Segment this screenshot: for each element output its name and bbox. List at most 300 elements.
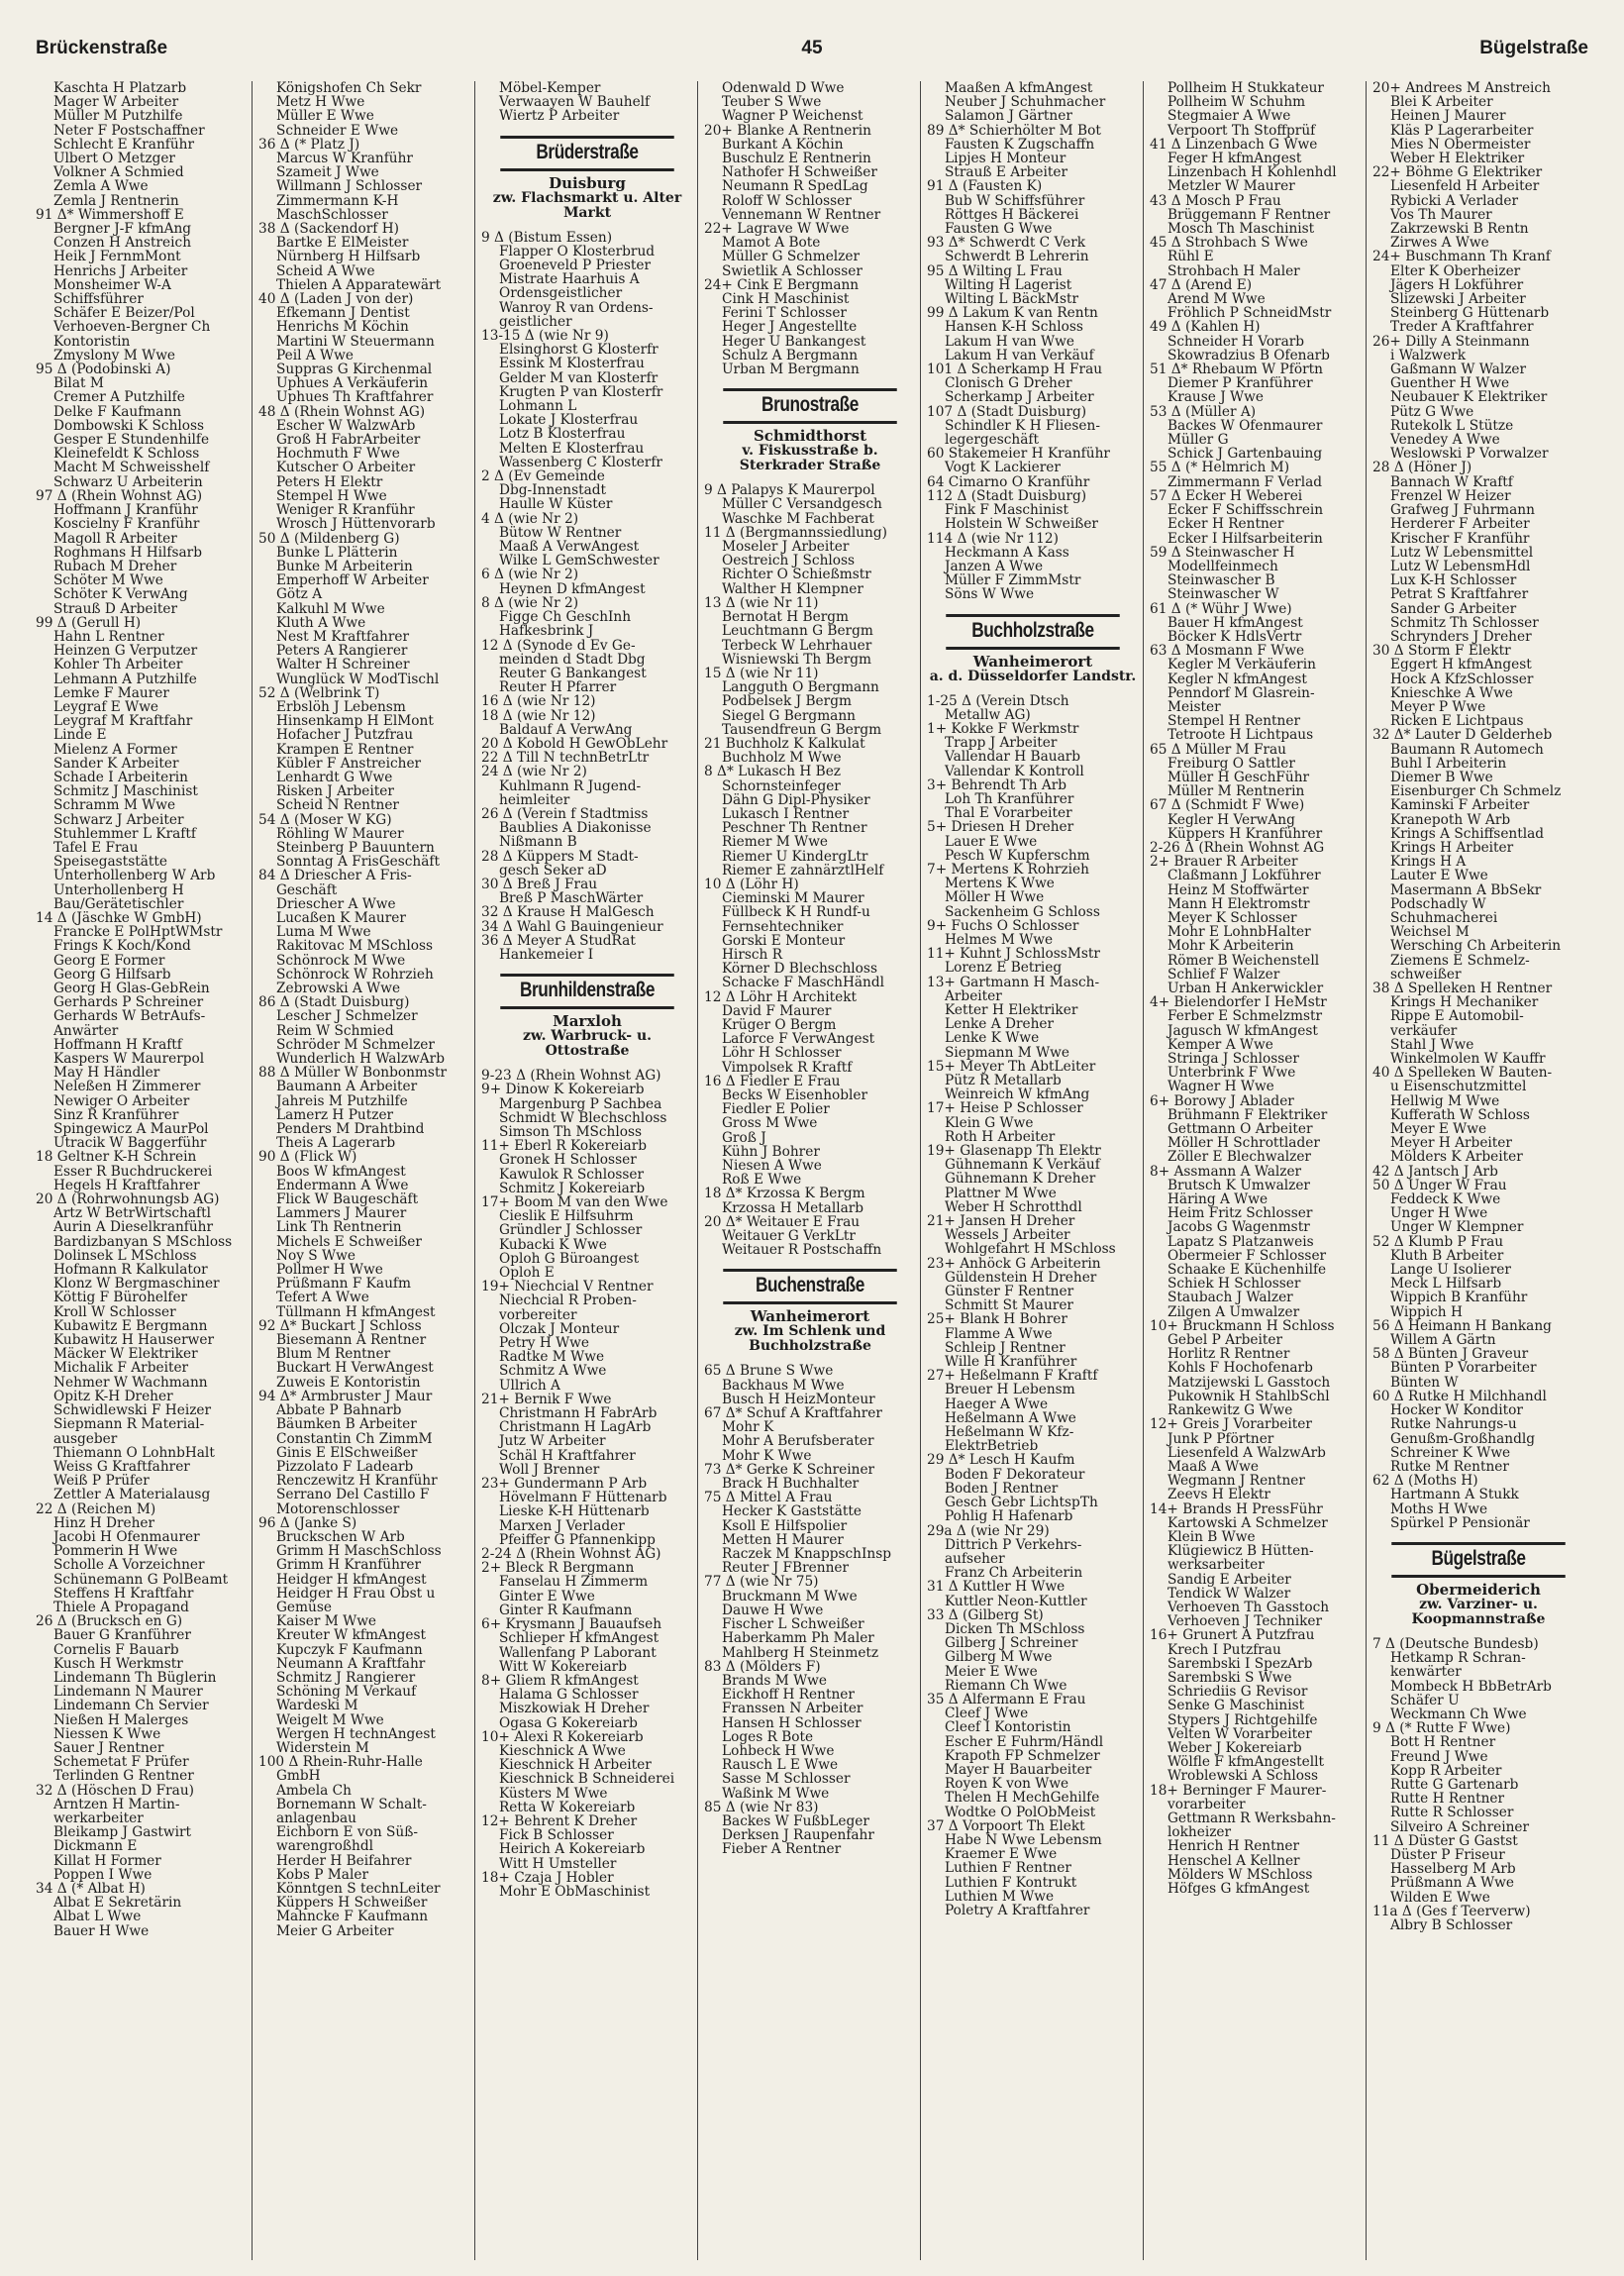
resident-entry: Walter H Schreiner	[276, 658, 410, 672]
resident-entry: Hocker W Konditor	[1390, 1403, 1523, 1418]
resident-entry: Neumann R SpedLag	[722, 179, 868, 194]
resident-entry: Meyer H Arbeiter	[1390, 1136, 1512, 1151]
resident-entry: Kemper A Wwe	[1167, 1037, 1273, 1053]
resident-entry: Rutekolk L Stütze	[1390, 418, 1514, 434]
resident-entry: Derksen J Raupenfahr	[722, 1828, 874, 1843]
house-entry: 23+ Gundermann P Arb	[481, 1477, 648, 1492]
resident-entry: Jägers H Lokführer	[1390, 277, 1524, 293]
house-entry: 22+ Böhme G Elektriker	[1372, 165, 1543, 180]
house-entry: 45 Δ Strohbach S Wwe	[1150, 236, 1308, 251]
resident-entry: Niesen A Wwe	[722, 1159, 822, 1174]
house-entry: 85 Δ (wie Nr 83)	[704, 1800, 819, 1814]
resident-entry: Metz H Wwe	[276, 95, 365, 110]
resident-entry: Verhoeven-Bergner Ch	[53, 320, 211, 335]
resident-entry: Habe N Wwe Lebensm	[945, 1832, 1102, 1848]
resident-entry: Heinen J Maurer	[1390, 109, 1506, 124]
house-entry: 62 Δ (Moths H)	[1372, 1474, 1478, 1489]
resident-entry: Jacobi H Ofenmaurer	[53, 1529, 200, 1545]
resident-entry: werkarbeiter	[53, 1810, 144, 1826]
resident-entry: Mohr E LohnbHalter	[1167, 925, 1311, 940]
resident-entry: Luthien F Rentner	[945, 1861, 1071, 1876]
resident-entry: Langguth O Bergmann	[722, 680, 879, 695]
resident-entry: Mohr K Wwe	[722, 1448, 812, 1463]
house-entry: 61 Δ (* Wühr J Wwe)	[1150, 601, 1292, 616]
street-heading: Buchenstraße	[723, 1269, 896, 1304]
resident-entry: Füllbeck K H Rundf-u	[722, 905, 870, 920]
resident-entry: Janzen A Wwe	[945, 559, 1044, 574]
house-entry: 92 Δ* Buckart J Schloss	[258, 1318, 422, 1334]
resident-entry: Baublies A Diakonisse	[499, 821, 652, 836]
resident-entry: Brack H Buchhalter	[722, 1477, 860, 1492]
resident-entry: Rausch L E Wwe	[722, 1758, 839, 1773]
resident-entry: Sarembski S Wwe	[1167, 1670, 1292, 1686]
resident-entry: Pukownik H StahlbSchl	[1167, 1389, 1330, 1404]
resident-entry: Müller E Wwe	[276, 109, 374, 124]
resident-entry: Grimm H Kranführer	[276, 1558, 422, 1573]
resident-entry: Lehmann A Putzhilfe	[53, 672, 197, 686]
resident-entry: Krüger O Bergm	[722, 1017, 837, 1033]
resident-entry: Metten H Maurer	[722, 1532, 844, 1548]
house-entry: 42 Δ Jantsch J Arb	[1372, 1164, 1498, 1179]
resident-entry: Ksoll E Hilfspolier	[722, 1518, 848, 1533]
resident-entry: Simson Th MSchloss	[499, 1124, 642, 1140]
resident-entry: Unger W Klempner	[1390, 1220, 1524, 1235]
resident-entry: Backes W FußbLeger	[722, 1813, 869, 1829]
resident-entry: Obermeier F Schlosser	[1167, 1248, 1327, 1264]
house-entry: 94 Δ* Armbruster J Maur	[258, 1389, 433, 1404]
resident-entry: Gühnemann K Verkäuf	[945, 1158, 1100, 1173]
resident-entry: Knieschke A Wwe	[1390, 685, 1513, 700]
resident-entry: geistlicher	[499, 314, 572, 330]
house-entry: 41 Δ Linzenbach G Wwe	[1150, 137, 1318, 153]
resident-entry: Kühn J Bohrer	[722, 1144, 820, 1160]
resident-entry: Urban M Bergmann	[722, 362, 860, 377]
resident-entry: Bernotat H Bergm	[722, 610, 849, 625]
resident-entry: Riemer U KindergLtr	[722, 849, 868, 864]
district-name: Wanheimerort	[972, 652, 1093, 671]
resident-entry: Linzenbach H Kohlenhdl	[1167, 165, 1337, 180]
resident-entry: Peschner Th Rentner	[722, 821, 867, 836]
resident-entry: Speisegaststätte	[53, 855, 167, 870]
resident-entry: Delke F Kaufmann	[53, 404, 182, 419]
house-entry: 16 Δ (wie Nr 12)	[481, 694, 596, 709]
resident-entry: Sander G Arbeiter	[1390, 601, 1517, 616]
resident-entry: Tendick W Walzer	[1167, 1586, 1291, 1601]
resident-entry: Krzossa H Metallarb	[722, 1200, 864, 1215]
resident-entry: Wagner H Wwe	[1167, 1080, 1274, 1094]
resident-entry: Hinz H Dreher	[53, 1515, 155, 1530]
house-entry: 38 Δ Spelleken H Rentner	[1372, 982, 1553, 996]
house-entry: 17+ Boom M van den Wwe	[481, 1195, 668, 1210]
resident-entry: Thal E Vorarbeiter	[945, 806, 1072, 821]
resident-entry: Römer B Weichenstell	[1167, 953, 1320, 968]
resident-entry: Wersching Ch Arbeiterin	[1390, 939, 1562, 954]
street-heading: Brunostraße	[723, 388, 896, 424]
house-entry: 22 Δ (Reichen M)	[36, 1501, 156, 1516]
resident-entry: Weichsel M	[1390, 925, 1470, 940]
resident-entry: Moseler J Arbeiter	[722, 540, 850, 555]
resident-entry: Bartke E ElMeister	[276, 236, 409, 251]
resident-entry: Geschäft	[276, 882, 338, 897]
resident-entry: Buhl I Arbeiterin	[1390, 756, 1507, 771]
resident-entry: Ketter H Elektriker	[945, 1002, 1078, 1018]
resident-entry: Schäfer E Beizer/Pol	[53, 306, 195, 321]
resident-entry: Kobs P Maler	[276, 1867, 368, 1882]
resident-entry: Lakum H van Verkäuf	[945, 348, 1094, 363]
house-entry: 52 Δ (Welbrink T)	[258, 685, 380, 700]
resident-entry: Petrat S Kraftfahrer	[1390, 587, 1529, 602]
resident-entry: Kaiser M Wwe	[276, 1614, 377, 1629]
resident-entry: Essink M Klosterfrau	[499, 357, 645, 371]
resident-entry: Liesenfeld A WalzwArb	[1167, 1445, 1326, 1460]
house-entry: 26 Δ (Verein f Stadtmiss	[481, 806, 649, 822]
resident-entry: Wrosch J Hüttenvorarb	[276, 517, 436, 532]
resident-entry: Jagusch W kfmAngest	[1167, 1023, 1318, 1038]
resident-entry: Schäl H Kraftfahrer	[499, 1448, 636, 1463]
resident-entry: Georg H Glas-GebRein	[53, 982, 210, 996]
resident-entry: Biesemann A Rentner	[276, 1333, 427, 1348]
resident-entry: Haulle W Küster	[499, 497, 613, 512]
resident-entry: Güldenstein H Dreher	[945, 1270, 1097, 1286]
resident-entry: Krampen E Rentner	[276, 742, 414, 757]
resident-entry: Maaßen A kfmAngest	[945, 81, 1093, 96]
resident-entry: Lindemann Ch Servier	[53, 1699, 209, 1713]
street-location: zw. Varziner- u. Koopmannstraße	[1411, 1596, 1546, 1627]
resident-entry: Zuweis E Kontoristin	[276, 1375, 421, 1390]
resident-entry: Haberkamm Ph Maler	[722, 1631, 874, 1646]
resident-entry: Möller H Wwe	[945, 890, 1045, 905]
resident-entry: Böcker K HdlsVertr	[1167, 629, 1302, 645]
resident-entry: Wohlgefahrt H MSchloss	[945, 1242, 1116, 1257]
resident-entry: Mayer H Bauarbeiter	[945, 1762, 1092, 1778]
resident-entry: Kegler N kfmAngest	[1167, 672, 1307, 686]
resident-entry: Schöter M Wwe	[53, 573, 163, 588]
resident-entry: Flamme A Wwe	[945, 1326, 1053, 1341]
resident-entry: warengroßhdl	[276, 1839, 373, 1854]
house-entry: 83 Δ (Mölders F)	[704, 1659, 821, 1674]
house-entry: 7+ Mertens K Rohrzieh	[927, 862, 1089, 878]
resident-entry: Hövelmann F Hüttenarb	[499, 1491, 667, 1505]
resident-entry: Marxen J Verlader	[499, 1518, 625, 1533]
resident-entry: Mahncke F Kaufmann	[276, 1910, 429, 1924]
resident-entry: Reuter H Pfarrer	[499, 680, 617, 695]
resident-entry: Bardizbanyan S MSchloss	[53, 1234, 233, 1249]
resident-entry: Heidger H Frau Obst u	[276, 1586, 436, 1601]
resident-entry: Escher E Fuhrm/Händl	[945, 1734, 1104, 1749]
resident-entry: Tausendfreun G Bergm	[722, 722, 882, 737]
resident-entry: Bruckmann M Wwe	[722, 1589, 858, 1604]
resident-entry: Terbeck W Lehrhauer	[722, 638, 872, 653]
resident-entry: Verhoeven J Techniker	[1167, 1614, 1323, 1629]
resident-entry: Eisenburger Ch Schmelz	[1390, 784, 1562, 799]
resident-entry: Flick W Baugeschäft	[276, 1192, 419, 1207]
resident-entry: Müller F ZimmMstr	[945, 573, 1081, 588]
resident-entry: Driescher A Wwe	[276, 896, 396, 911]
resident-entry: Georg G Hilfsarb	[53, 967, 171, 982]
resident-entry: Ferber E Schmelzmstr	[1167, 1009, 1323, 1024]
resident-entry: Lorenz E Betrieg	[945, 961, 1063, 976]
resident-entry: Winkelmolen W Kauffr	[1390, 1052, 1546, 1067]
resident-entry: legergeschäft	[945, 433, 1039, 448]
resident-entry: Scheid N Rentner	[276, 798, 399, 813]
resident-entry: Kupczyk F Kaufmann	[276, 1642, 423, 1657]
resident-entry: Riemann Ch Wwe	[945, 1678, 1067, 1693]
house-entry: 20 Δ Kobold H GewObLehr	[481, 736, 668, 752]
resident-entry: Metallw AG)	[945, 707, 1031, 722]
resident-entry: Helmes M Wwe	[945, 932, 1054, 948]
resident-entry: Pohlig H Hafenarb	[945, 1509, 1073, 1524]
resident-entry: Kraemer E Wwe	[945, 1847, 1058, 1862]
street-location: a. d. Düsseldorfer Landstr.	[929, 668, 1137, 684]
resident-entry: Günster F Rentner	[945, 1285, 1074, 1299]
resident-entry: Wilden E Wwe	[1390, 1890, 1490, 1905]
resident-entry: Dickmann E	[53, 1839, 138, 1854]
resident-entry: Grafweg J Fuhrmann	[1390, 503, 1535, 518]
resident-entry: Kalkuhl M Wwe	[276, 601, 385, 616]
house-entry: 86 Δ (Stadt Duisburg)	[258, 995, 410, 1010]
resident-entry: Stegmaier A Wwe	[1167, 109, 1291, 124]
resident-entry: Margenburg P Sachbea	[499, 1096, 662, 1111]
resident-entry: Baumann R Automech	[1390, 742, 1544, 757]
resident-entry: Albat E Sekretärin	[53, 1896, 182, 1911]
resident-entry: Elsinghorst G Klosterfr	[499, 343, 659, 358]
house-entry: 36 Δ Meyer A StudRat	[481, 933, 636, 948]
resident-entry: Esser R Buchdruckerei	[53, 1164, 213, 1179]
resident-entry: Bilat M	[53, 376, 104, 391]
resident-entry: Rutke Nahrungs-u	[1390, 1417, 1517, 1432]
resident-entry: Schiffsführer	[53, 292, 144, 307]
resident-entry: Kusch H Werkmstr	[53, 1656, 183, 1671]
resident-entry: Velten W Vorarbeiter	[1167, 1726, 1312, 1741]
resident-entry: Bauer H Wwe	[53, 1923, 150, 1938]
resident-entry: Franz Ch Arbeiterin	[945, 1566, 1083, 1581]
resident-entry: Krings H A	[1390, 855, 1467, 870]
resident-entry: Petry H Wwe	[499, 1336, 589, 1351]
resident-entry: Melten E Klosterfrau	[499, 441, 645, 456]
house-entry: 58 Δ Bünten J Graveur	[1372, 1347, 1529, 1362]
house-entry: 4+ Bielendorfer I HeMstr	[1150, 995, 1327, 1010]
column-5	[920, 81, 1143, 2260]
resident-entry: Zeevs H Elektr	[1167, 1488, 1270, 1502]
resident-entry: Link Th Rentnerin	[276, 1220, 402, 1235]
resident-entry: Maaß A VerwAngest	[499, 540, 640, 555]
resident-entry: Roth H Arbeiter	[945, 1129, 1056, 1145]
resident-entry: Wilting L BäckMstr	[945, 292, 1079, 307]
resident-entry: Kawulok R Schlosser	[499, 1167, 645, 1182]
house-entry: 96 Δ (Janke S)	[258, 1515, 357, 1530]
resident-entry: Wilke L GemSchwester	[499, 554, 660, 569]
resident-entry: Dbg-Innenstadt	[499, 483, 607, 498]
resident-entry: Rühl E	[1167, 250, 1214, 264]
resident-entry: Fischer L Schweißer	[722, 1617, 864, 1632]
resident-entry: Senke G Maschinist	[1167, 1699, 1305, 1713]
resident-entry: Schade I Arbeiterin	[53, 770, 188, 785]
resident-entry: Penndorf M Glasrein-	[1167, 685, 1315, 700]
resident-entry: Riemer E zahnärztlHelf	[722, 863, 884, 878]
header-left-street: Brückenstraße	[36, 38, 168, 58]
house-entry: 60 Δ Rutke H Milchhandl	[1372, 1389, 1547, 1404]
resident-entry: Heirich A Kokereiarb	[499, 1842, 646, 1857]
resident-entry: Modellfeinmech	[1167, 559, 1278, 574]
resident-entry: Lammers J Maurer	[276, 1206, 407, 1221]
resident-entry: Vallendar K Kontroll	[945, 764, 1084, 778]
resident-entry: Guenther H Wwe	[1390, 376, 1510, 391]
resident-entry: Meister	[1167, 699, 1221, 715]
resident-entry: Clonisch G Dreher	[945, 376, 1072, 391]
resident-entry: Mosch Th Maschinist	[1167, 222, 1315, 237]
resident-entry: Strohbach H Maler	[1167, 263, 1300, 278]
resident-entry: Hoffmann H Kraftf	[53, 1037, 182, 1053]
resident-entry: GmbH	[276, 1769, 321, 1784]
resident-entry: Wippich B Kranführ	[1390, 1291, 1528, 1305]
resident-entry: Steinberg G Hüttenarb	[1390, 306, 1550, 321]
resident-entry: Schneider E Wwe	[276, 123, 399, 138]
resident-entry: Neter F Postschaffner	[53, 123, 205, 138]
resident-entry: Henschel A Kellner	[1167, 1853, 1300, 1868]
resident-entry: Endermann A Wwe	[276, 1178, 409, 1193]
house-entry: 89 Δ* Schierhölter M Bot	[927, 123, 1101, 138]
resident-entry: Lokate J Klosterfrau	[499, 413, 639, 428]
resident-entry: Klein G Wwe	[945, 1115, 1034, 1130]
resident-entry: Fanselau H Zimmerm	[499, 1575, 649, 1590]
resident-entry: Weinreich W kfmAng	[945, 1087, 1090, 1102]
resident-entry: Lenke K Wwe	[945, 1031, 1040, 1046]
resident-entry: Lutz W Lebensmittel	[1390, 545, 1534, 560]
resident-entry: Pollheim W Schuhm	[1167, 95, 1306, 110]
resident-entry: Nehmer W Wachmann	[53, 1375, 208, 1390]
resident-entry: Kroll W Schlosser	[53, 1304, 176, 1319]
resident-entry: Utracik W Baggerführ	[53, 1136, 207, 1151]
resident-entry: Magoll R Arbeiter	[53, 531, 177, 546]
resident-entry: Gorski E Monteur	[722, 933, 846, 948]
resident-entry: Aurin A Dieselkranführ	[53, 1220, 214, 1235]
house-entry: 91 Δ (Fausten K)	[927, 179, 1043, 194]
resident-entry: Lamerz H Putzer	[276, 1107, 394, 1123]
resident-entry: Trapp J Arbeiter	[945, 736, 1058, 751]
resident-entry: Ziemens E Schmelz-	[1390, 953, 1530, 968]
resident-entry: Meier E Wwe	[945, 1664, 1038, 1679]
resident-entry: Stempel H Wwe	[276, 488, 387, 504]
resident-entry: Wisniewski Th Bergm	[722, 652, 872, 667]
resident-entry: Constantin Ch ZimmM	[276, 1431, 433, 1446]
resident-entry: Bütow W Rentner	[499, 525, 622, 541]
resident-entry: Kutscher O Arbeiter	[276, 461, 416, 475]
house-entry: 26+ Dilly A Steinmann	[1372, 334, 1530, 349]
resident-entry: Diemer P Kranführer	[1167, 376, 1313, 391]
resident-entry: Schemetat F Prüfer	[53, 1755, 189, 1770]
house-entry: 54 Δ (Moser W KG)	[258, 812, 392, 827]
resident-entry: Hirsch R	[722, 947, 783, 963]
resident-entry: Laforce F VerwAngest	[722, 1032, 875, 1047]
resident-entry: Weber H Elektriker	[1390, 152, 1525, 166]
resident-entry: Kluth A Wwe	[276, 615, 366, 630]
resident-entry: Marcus W Kranführ	[276, 152, 413, 166]
resident-entry: Klügiewicz B Hütten-	[1167, 1544, 1314, 1559]
resident-entry: Widerstein M	[276, 1740, 369, 1756]
resident-entry: Löhr H Schlosser	[722, 1046, 842, 1061]
house-entry: 99 Δ Lakum K van Rentn	[927, 306, 1098, 321]
resident-entry: Gerhards W BetrAufs-	[53, 1009, 206, 1024]
house-entry: 64 Cimarno O Kranführ	[927, 474, 1090, 489]
resident-entry: Weigelt M Wwe	[276, 1712, 384, 1727]
resident-entry: Prüßmann A Wwe	[1390, 1876, 1514, 1891]
resident-entry: Schulz A Bergmann	[722, 348, 859, 363]
resident-entry: Zebrowski A Wwe	[276, 982, 401, 996]
district-name: Obermeiderich	[1416, 1580, 1541, 1599]
page-number: 45	[801, 38, 823, 58]
resident-entry: Zöller E Blechwalzer	[1167, 1150, 1311, 1165]
resident-entry: Ulbert O Metzger	[53, 152, 175, 166]
resident-entry: Rippe E Automobil-	[1390, 1009, 1524, 1024]
house-entry: 6+ Krysmann J Bauaufseh	[481, 1617, 662, 1632]
house-entry: 9+ Dinow K Kokereiarb	[481, 1083, 645, 1097]
resident-entry: Leygraf M Kraftfahr	[53, 714, 193, 729]
resident-entry: Suppras G Kirchenmal	[276, 362, 433, 377]
house-entry: 50 Δ Unger W Frau	[1372, 1178, 1507, 1193]
house-entry: 10+ Alexi R Kokereiarb	[481, 1729, 644, 1744]
resident-entry: Heim Fritz Schlosser	[1167, 1206, 1313, 1221]
resident-entry: Schneider H Vorarb	[1167, 334, 1305, 349]
house-entry: 36 Δ (* Platz J)	[258, 137, 360, 153]
resident-entry: Gesper E Stundenhilfe	[53, 433, 210, 448]
resident-entry: Junk P Pförtner	[1167, 1431, 1274, 1446]
resident-entry: Gettmann R Werksbahn-	[1167, 1810, 1336, 1826]
resident-entry: Volkner A Schmied	[53, 165, 184, 180]
house-entry: 73 Δ* Gerke K Schreiner	[704, 1462, 875, 1478]
resident-entry: Kaspers W Maurerpol	[53, 1052, 205, 1067]
resident-entry: Backhaus M Wwe	[722, 1378, 845, 1393]
house-entry: 67 Δ (Schmidt F Wwe)	[1150, 798, 1305, 813]
resident-entry: Backes W Ofenmaurer	[1167, 418, 1323, 434]
resident-entry: Gilberg M Wwe	[945, 1650, 1053, 1665]
resident-entry: u Eisenschutzmittel	[1390, 1080, 1527, 1094]
house-entry: 10 Δ (Löhr H)	[704, 877, 799, 892]
resident-entry: Fink F Maschinist	[945, 503, 1068, 518]
resident-entry: Vimpolsek R Kraftf	[722, 1060, 853, 1075]
street-heading: Brunhildenstraße	[500, 974, 673, 1009]
house-entry: 29 Δ* Lesch H Kaufm	[927, 1453, 1075, 1468]
house-entry: 9 Δ (* Rutte F Wwe)	[1372, 1721, 1511, 1736]
resident-entry: Bunke M Arbeiterin	[276, 559, 413, 574]
house-entry: 1+ Kokke F Werkmstr	[927, 721, 1079, 737]
district-name: Wanheimerort	[750, 1307, 870, 1326]
resident-entry: Weslowski P Vorwalzer	[1390, 447, 1549, 462]
resident-entry: Mohr K Arbeiterin	[1167, 939, 1294, 954]
house-entry: 6+ Borowy J Ablader	[1150, 1093, 1294, 1108]
resident-entry: Herder H Beifahrer	[276, 1853, 412, 1868]
resident-entry: Haeger A Wwe	[945, 1397, 1049, 1411]
resident-entry: Breß P MaschWärter	[499, 891, 644, 906]
house-entry: 37 Δ Vorpoort Th Elekt	[927, 1818, 1085, 1833]
resident-entry: Heynen D kfmAngest	[499, 581, 646, 596]
resident-entry: Krech I Putzfrau	[1167, 1642, 1281, 1657]
resident-entry: Schuhmacherei	[1390, 910, 1498, 926]
resident-entry: Salamon J Gärtner	[945, 109, 1072, 124]
house-entry: 12 Δ (Synode d Ev Ge-	[481, 638, 636, 653]
resident-entry: Hafkesbrink J	[499, 624, 594, 639]
house-entry: 9 Δ (Bistum Essen)	[481, 230, 613, 245]
house-entry: 32 Δ* Lauter D Gelderheb	[1372, 728, 1553, 743]
resident-entry: Opitz K-H Dreher	[53, 1389, 173, 1404]
resident-entry: Hoffmann J Kranführ	[53, 503, 198, 518]
resident-entry: Wroblewski A Schloss	[1167, 1769, 1318, 1784]
resident-entry: Zilgen A Umwalzer	[1167, 1304, 1300, 1319]
resident-entry: Klonz W Bergmaschiner	[53, 1277, 220, 1292]
resident-entry: Bünten P Vorarbeiter	[1390, 1361, 1537, 1376]
house-entry: 12+ Behrent K Dreher	[481, 1813, 638, 1829]
resident-entry: Newiger O Arbeiter	[53, 1093, 190, 1108]
resident-entry: Weniger R Kranführ	[276, 503, 415, 518]
